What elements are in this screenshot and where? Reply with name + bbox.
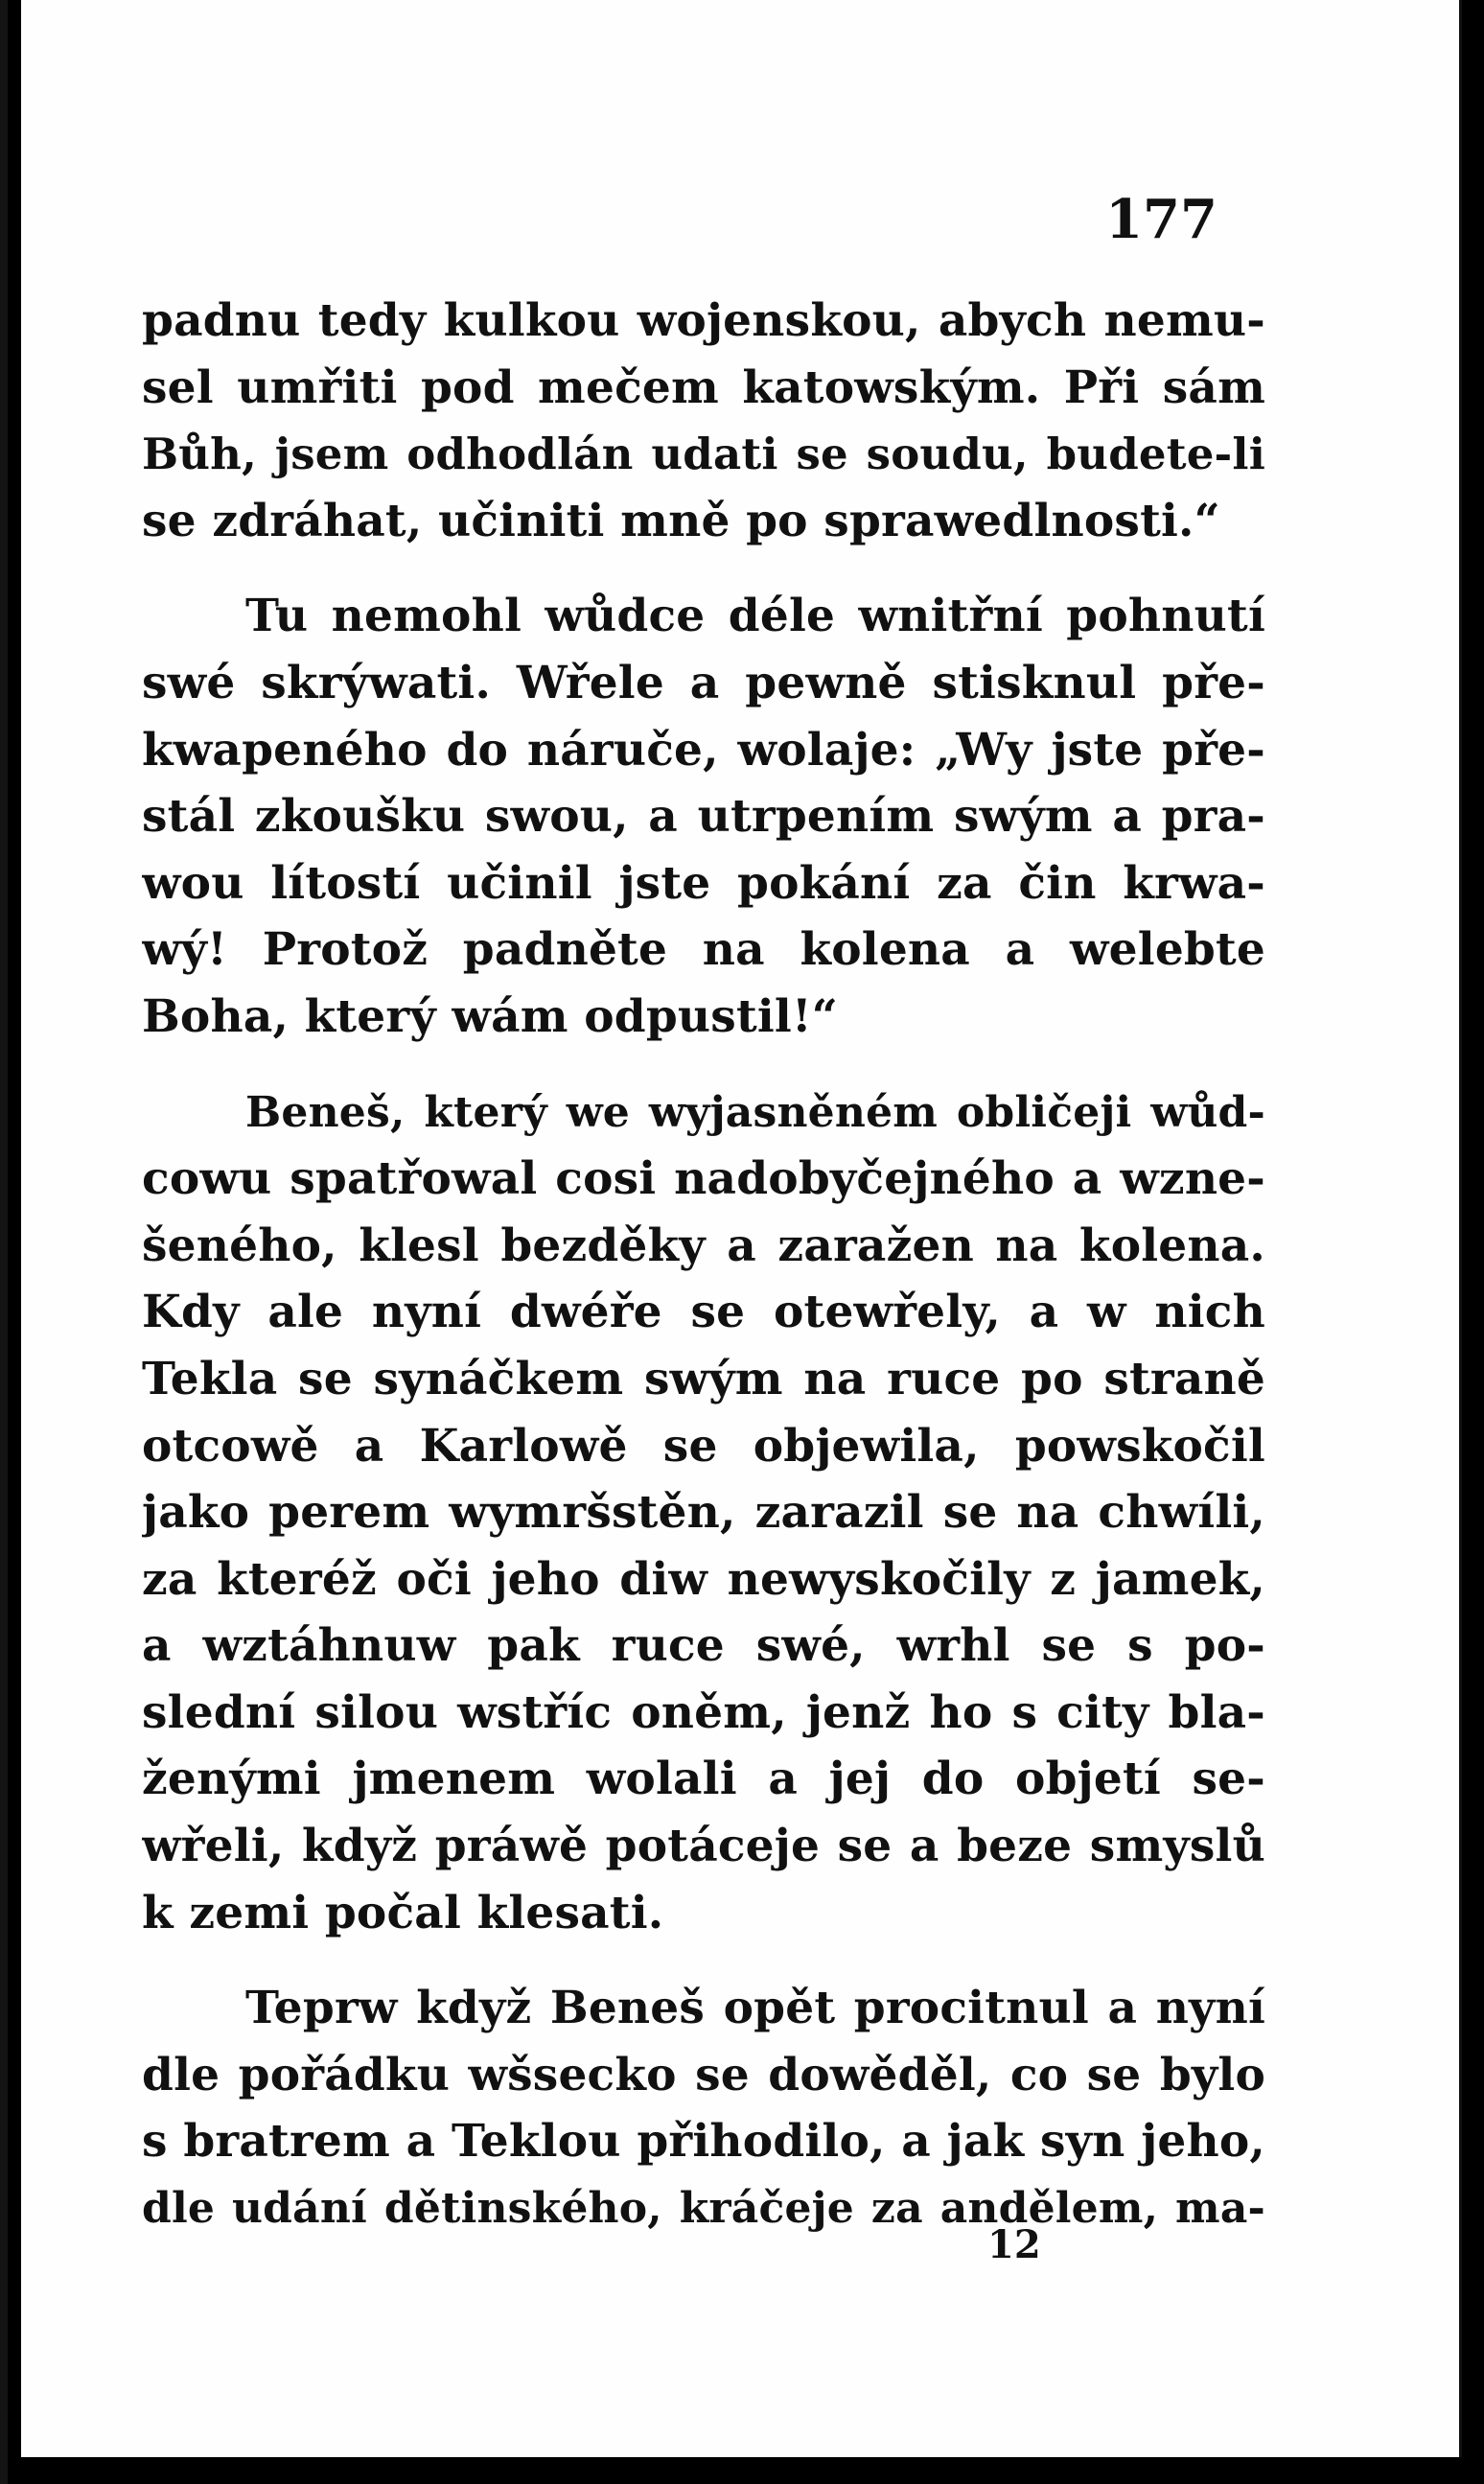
body-text: [142, 288, 1265, 2242]
text-line: Tu nemohl wůdce déle wnitřní pohnutí: [245, 590, 1265, 643]
text-line: swé skrýwati. Wřele a pewně stisknul pře-: [142, 656, 1265, 709]
text-line: otcowě a Karlowě se objewila, powskočil: [142, 1419, 1265, 1473]
text-line: kwapeného do náruče, wolaje: „Wy jste pře-: [142, 723, 1265, 777]
text-line: padnu tedy kulkou wojenskou, abych nemu-: [142, 294, 1265, 347]
text-line: Bůh, jsem odhodlán udati se soudu, budete-li: [142, 429, 1265, 480]
text-line: s bratrem a Teklou přihodilo, a jak syn jeho,: [142, 2115, 1265, 2169]
text-line: slední silou wstříc oněm, jenž ho s city bla-: [142, 1685, 1265, 1739]
text-line: Kdy ale nyní dwéře se otewřely, a w nich: [142, 1286, 1265, 1339]
signature-mark: 12: [987, 2222, 1041, 2267]
text-line: wou lítostí učinil jste pokání za čin krwa-: [142, 856, 1265, 910]
text-line: se zdráhat, učiniti mně po sprawedlnosti.“: [142, 494, 1220, 547]
text-line: Tekla se synáčkem swým na ruce po straně: [142, 1352, 1265, 1405]
text-line: a wztáhnuw pak ruce swé, wrhl se s po-: [142, 1619, 1265, 1673]
text-line: šeného, klesl bezděky a zaražen na kolena.: [142, 1219, 1265, 1272]
text-line: jako perem wymršstěn, zarazil se na chwíli,: [142, 1486, 1265, 1540]
book-page: [21, 0, 1462, 2457]
text-line: wý! Protož padněte na kolena a welebte: [142, 923, 1265, 977]
paragraph: [142, 288, 1265, 554]
paragraph: [142, 583, 1265, 1050]
text-line: za kteréž oči jeho diw newyskočily z jamek,: [142, 1552, 1265, 1606]
text-line: k zemi počal klesati.: [142, 1886, 664, 1939]
page-number: 177: [1105, 188, 1217, 251]
text-line: Beneš, který we wyjasněném obličeji wůd-: [245, 1087, 1265, 1137]
text-line: ženými jmenem wolali a jej do objetí se-: [142, 1753, 1265, 1806]
text-line: cowu spatřowal cosi nadobyčejného a wzne-: [142, 1152, 1265, 1206]
page-spine-edge: [0, 0, 8, 2484]
text-line: dle pořádku wšsecko se dowěděl, co se bylo: [142, 2048, 1265, 2101]
text-line: sel umřiti pod mečem katowským. Při sám: [142, 360, 1265, 414]
paragraph: [142, 1975, 1265, 2241]
text-line: Teprw když Beneš opět procitnul a nyní: [245, 1982, 1265, 2035]
paragraph: [142, 1079, 1265, 1947]
text-line: stál zkoušku swou, a utrpením swým a pra-: [142, 790, 1265, 844]
text-line: dle udání dětinského, kráčeje za andělem, ma-: [142, 2184, 1265, 2234]
text-line: wřeli, když práwě potáceje se a beze smyslů: [142, 1820, 1265, 1873]
text-line: Boha, který wám odpustil!“: [142, 989, 839, 1043]
